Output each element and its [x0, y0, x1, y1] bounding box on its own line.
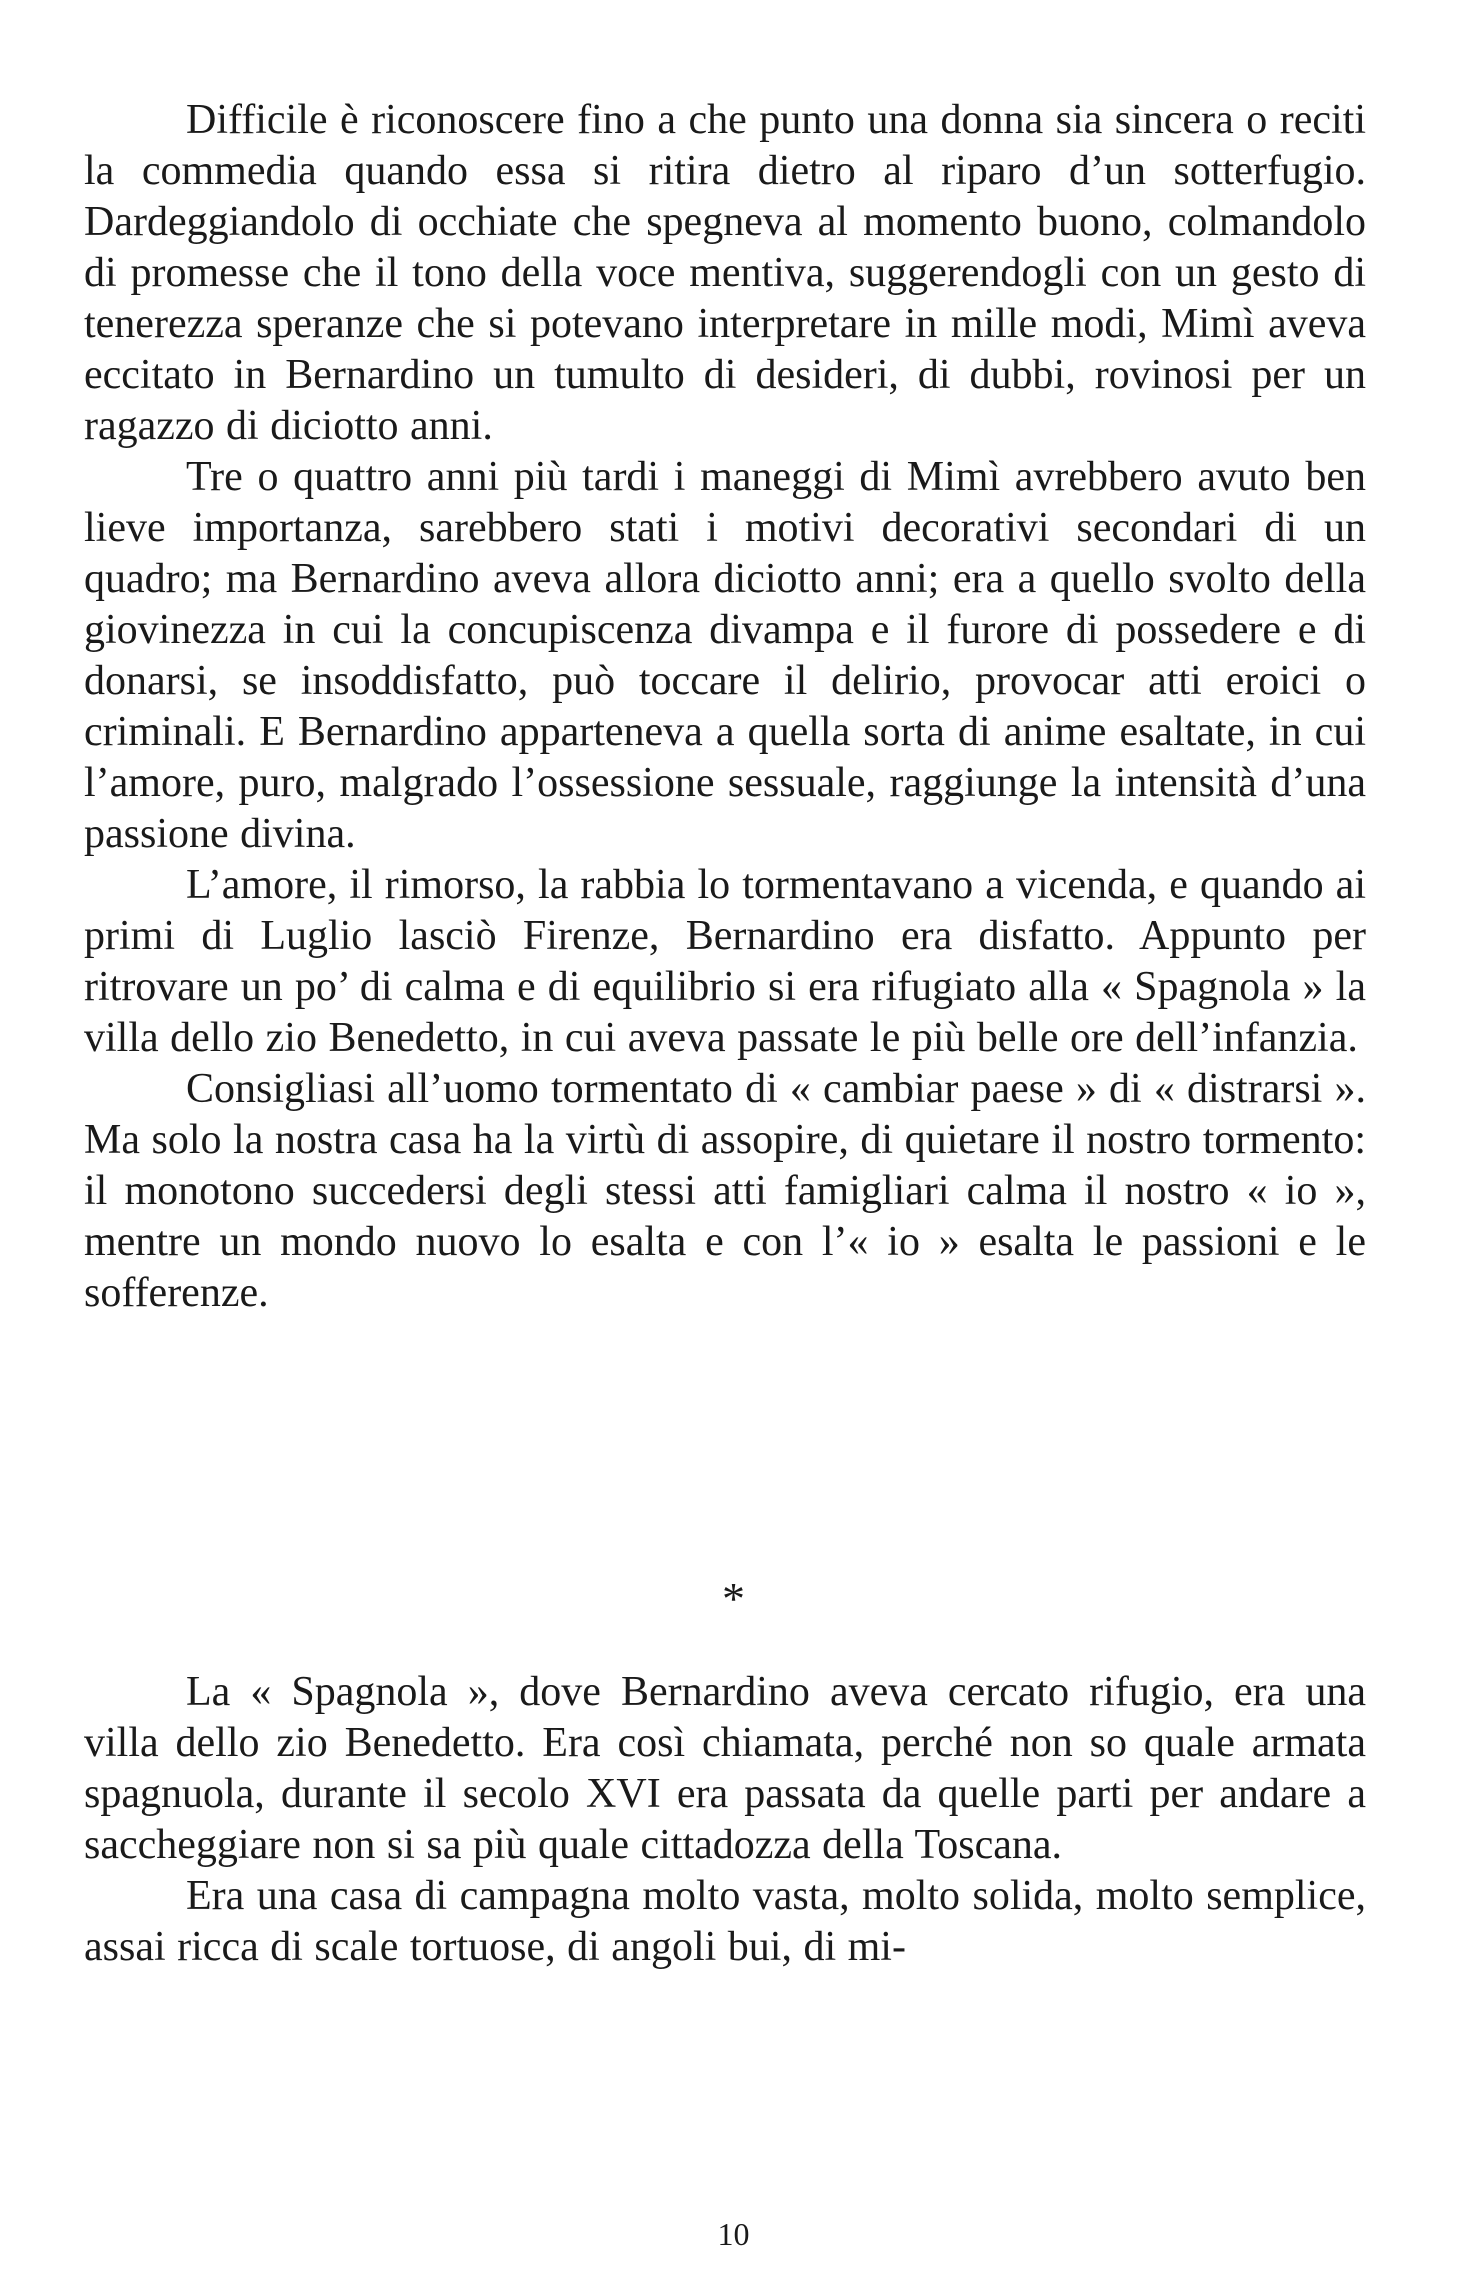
paragraph: L’amore, il rimorso, la rabbia lo tormentavano a vicenda, e quando ai primi di Luglio lasciò Firenze, Bernardino era disfatto. Appunto per ritrovare un po’ di calma e di equilibrio si era rifugiato alla « Spagnola » la villa dello zio Benedetto, in cui aveva passate le più belle ore dell’infanzia. [84, 862, 1366, 1062]
paragraph: Era una casa di campagna molto vasta, molto solida, molto semplice, assai ricca di scale tortuose, di angoli bui, di mi- [84, 1873, 1366, 1971]
text-section-two [84, 1667, 1366, 1973]
text-section-one [84, 95, 1366, 1319]
section-separator: * [722, 1573, 745, 1624]
paragraph: Difficile è riconoscere fino a che punto una donna sia sincera o reciti la commedia quando essa si ritira dietro al riparo d’un sotterfugio. Dardeggiandolo di occhiate che spegneva al momento buono, colmandolo di promesse che il tono della voce mentiva, suggerendogli con un gesto di tenerezza speranze che si potevano interpretare in mille modi, Mimì aveva eccitato in Bernardino un tumulto di desideri, di dubbi, rovinosi per un ragazzo di diciotto anni. [84, 97, 1366, 450]
paragraph: La « Spagnola », dove Bernardino aveva cercato rifugio, era una villa dello zio Benedetto. Era così chiamata, perché non so quale armata spagnuola, durante il secolo XVI era passata da quelle parti per andare a saccheggiare non si sa più quale cittadozza della Toscana. [84, 1669, 1366, 1869]
paragraph: Consigliasi all’uomo tormentato di « cambiar paese » di « distrarsi ». Ma solo la nostra casa ha la virtù di assopire, di quietare il nostro tormento: il monotono succedersi degli stessi atti famigliari calma il nostro « io », mentre un mondo nuovo lo esalta e con l’« io » esalta le passioni e le sofferenze. [84, 1066, 1366, 1317]
page-number: 10 [717, 2216, 750, 2252]
paragraph: Tre o quattro anni più tardi i maneggi di Mimì avrebbero avuto ben lieve importanza, sarebbero stati i motivi decorativi secondari di un quadro; ma Bernardino aveva allora diciotto anni; era a quello svolto della giovinezza in cui la concupiscenza divampa e il furore di possedere e di donarsi, se insoddisfatto, può toccare il delirio, provocar atti eroici o criminali. E Bernardino apparteneva a quella sorta di anime esaltate, in cui l’amore, puro, malgrado l’ossessione sessuale, raggiunge la intensità d’una passione divina. [84, 454, 1366, 858]
